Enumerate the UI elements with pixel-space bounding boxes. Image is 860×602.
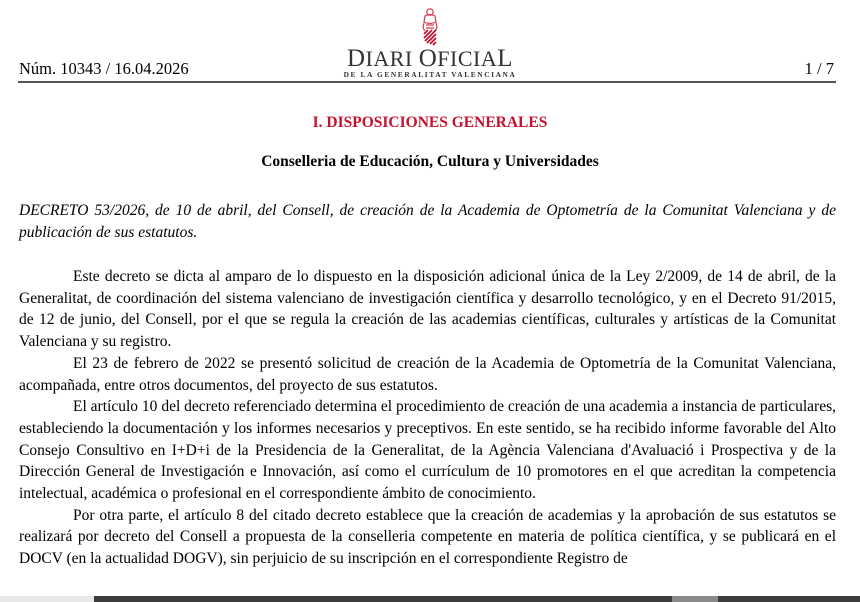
paragraph: El 23 de febrero de 2022 se presentó solicitud de creación de la Academia de Optometría de la Comunitat Valenciana, acompañada, entre otros documentos, del proyecto de sus estatutos. <box>19 354 836 394</box>
logo-title: DIARI OFICIAL <box>346 45 514 72</box>
scrollbar-track[interactable] <box>94 596 860 602</box>
conselleria-heading: Conselleria de Educación, Cultura y Universidades <box>261 153 599 170</box>
section-title: I. DISPOSICIONES GENERALES <box>312 114 548 131</box>
scrollbar-thumb[interactable] <box>672 596 718 602</box>
horizontal-scrollbar[interactable] <box>0 596 860 602</box>
paragraph: El artículo 10 del decreto referenciado determina el procedimiento de creación de una academia a instancia de particulares, estableciendo la documentación y los informes necesarios y preceptivos. En este sentido, se ha recibido informe favorable del Alto Consejo Consultivo en I+D+i de la Presidencia de la Generalitat, de la Agència Valenciana d'Avaluació i Prospectiva y de la Dirección General de Investigación e Innovación, así como el currículum de 10 promotores en el que acreditan la competencia intelectual, académica o profesional en el correspondiente ámbito de conocimiento. <box>19 398 836 503</box>
diari-oficial-logo <box>330 4 530 80</box>
paragraph: Este decreto se dicta al amparo de lo dispuesto en la disposición adicional única de la Ley 2/2009, de 14 de abril, de la Generalitat, de coordinación del sistema valenciano de investigación científica y desarrollo tecnológico, y en el Decreto 91/2015, de 12 de junio, del Consell, por el que se regula la creación de las academias científicas, culturales y artísticas de la Comunitat Valenciana y su registro. <box>19 268 836 351</box>
paragraph: Por otra parte, el artículo 8 del citado decreto establece que la creación de academias y la aprobación de sus estatutos se realizará por decreto del Consell a propuesta de la conselleria competente en materia de política científica, y se publicará en el DOCV (en la actualidad DOGV), sin perjuicio de su inscripción en el correspondiente Registro de <box>19 506 836 568</box>
generalitat-emblem-icon <box>415 6 445 48</box>
document-body <box>19 266 836 570</box>
issue-number: Núm. 10343 / 16.04.2026 <box>19 59 189 78</box>
decree-title: DECRETO 53/2026, de 10 de abril, del Consell, de creación de la Academia de Optometría de la Comunitat Valenciana y de publicación de sus estatutos. <box>19 202 836 241</box>
logo-subtitle: DE LA GENERALITAT VALENCIANA <box>343 70 517 79</box>
page-indicator: 1 / 7 <box>804 59 834 78</box>
header-divider <box>18 81 836 83</box>
